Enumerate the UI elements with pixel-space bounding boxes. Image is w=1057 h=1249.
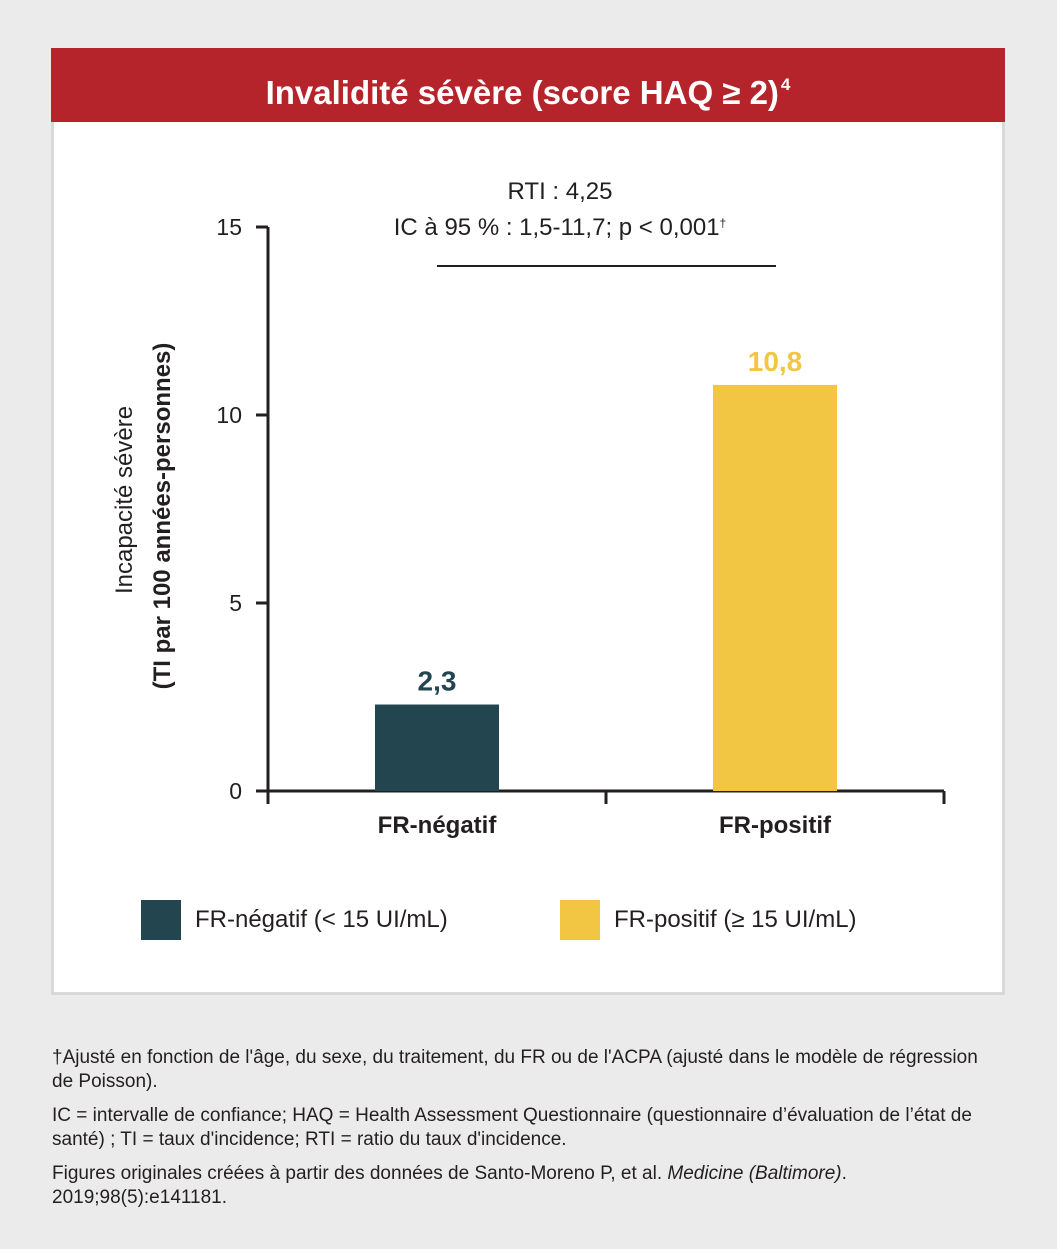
- source-prefix: Figures originales créées à partir des données de Santo-Moreno P, et al.: [52, 1163, 663, 1184]
- title-reference: 4: [780, 75, 791, 94]
- legend-swatch-positive: [560, 900, 600, 940]
- y-axis-label-line2: (TI par 100 années-personnes): [149, 342, 176, 690]
- legend-swatch-negative: [141, 900, 181, 940]
- y-tick-label: 15: [216, 214, 242, 240]
- legend-item-negative: [141, 900, 448, 940]
- footnote-abbreviations: IC = intervalle de confiance; HAQ = Health Assessment Questionnaire (questionnaire d’évaluation de l’état de santé) ; TI = taux d'incidence; RTI = ratio du taux d'incidence.: [52, 1105, 972, 1150]
- bar-value-label: 2,3: [417, 665, 457, 697]
- y-tick-label: 5: [229, 590, 242, 616]
- source-journal: Medicine (Baltimore): [667, 1163, 842, 1184]
- ci-stat-text: IC à 95 % : 1,5-11,7; p < 0,001: [393, 214, 720, 241]
- y-tick-label: 10: [216, 402, 242, 428]
- x-category-label: FR-négatif: [377, 812, 497, 839]
- y-tick-label: 0: [229, 778, 242, 804]
- legend-item-positive: [560, 900, 857, 940]
- footnote-adjusted: †Ajusté en fonction de l'âge, du sexe, du traitement, du FR ou de l'ACPA (ajusté dans le modèle de régression de Poisson).: [52, 1047, 978, 1092]
- bar-fr-positive: [713, 385, 837, 791]
- y-axis-label-line1: Incapacité sévère: [111, 405, 138, 595]
- legend-label-negative: FR-négatif (< 15 UI/mL): [195, 906, 448, 933]
- footnote-source: [52, 1162, 1002, 1210]
- bar-fr-negative: [375, 705, 499, 791]
- footnotes: [52, 1046, 1002, 1220]
- chart-title: Invalidité sévère (score HAQ ≥ 2): [265, 74, 779, 111]
- source-suffix: . 2019;98(5):e141181.: [52, 1163, 847, 1208]
- ci-dagger: †: [719, 216, 727, 230]
- bar-value-label: 10,8: [747, 345, 803, 377]
- rti-stat: RTI : 4,25: [507, 178, 613, 205]
- legend-label-positive: FR-positif (≥ 15 UI/mL): [614, 906, 857, 933]
- x-category-label: FR-positif: [719, 812, 831, 839]
